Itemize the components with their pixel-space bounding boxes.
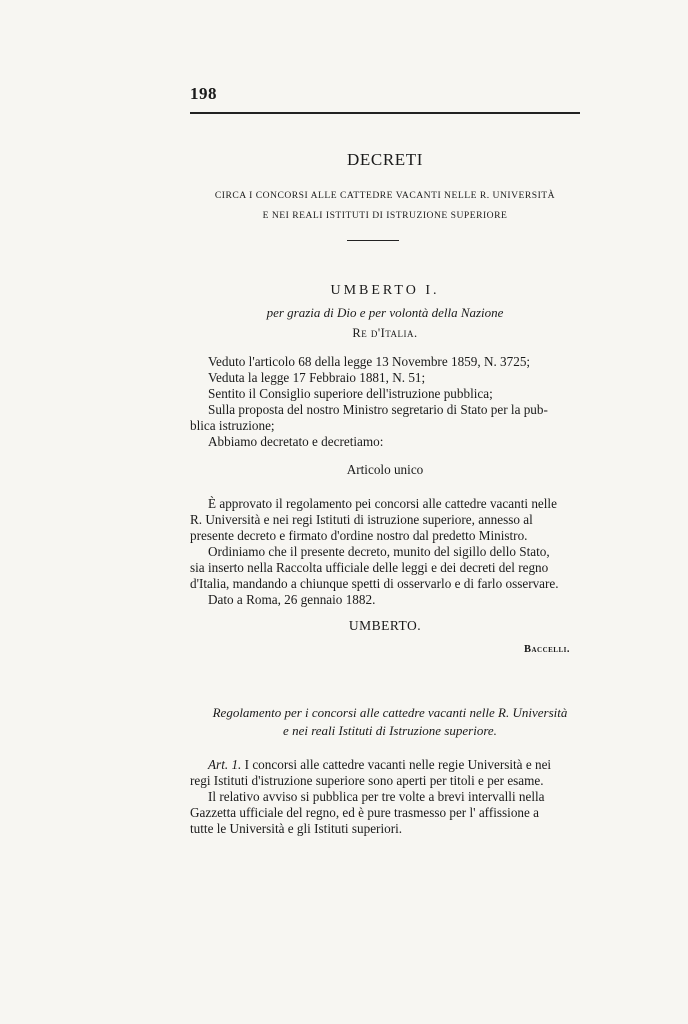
king-name: UMBERTO I. (330, 283, 440, 298)
body-line: Dato a Roma, 26 gennaio 1882. (208, 592, 376, 607)
preamble-line: Veduto l'articolo 68 della legge 13 Novembre 1859, N. 3725; (208, 354, 531, 369)
body-line: R. Università e nei regi Istituti di istruzione superiore, annesso al (190, 512, 533, 527)
section-divider (347, 240, 399, 241)
article-1-label: Art. 1. (208, 757, 242, 772)
preamble-line: Abbiamo decretato e decretiamo: (208, 434, 384, 449)
decree-subtitle-line2: E NEI REALI ISTITUTI DI ISTRUZIONE SUPERIORE (262, 210, 508, 221)
body-line: Ordiniamo che il presente decreto, munito del sigillo dello Stato, (208, 544, 550, 559)
article-1-text: I concorsi alle cattedre vacanti nelle regie Università e nei (241, 757, 552, 772)
minister-signature: Baccelli. (523, 644, 570, 655)
preamble-line: Sentito il Consiglio superiore dell'istruzione pubblica; (208, 386, 493, 401)
article-1-line: regi Istituti d'istruzione superiore sono aperti per titoli e per esame. (190, 773, 544, 788)
regolamento-title-line1: Regolamento per i concorsi alle cattedre vacanti nelle R. Università (212, 705, 568, 720)
article-1-line: Gazzetta ufficiale del regno, ed è pure trasmesso per l' affissione a (190, 805, 540, 820)
body-line: d'Italia, mandando a chiunque spetti di osservarlo e di farlo osservare. (190, 576, 559, 591)
grazia-line: per grazia di Dio e per volontà della Nazione (266, 305, 504, 320)
decree-subtitle-line1: CIRCA I CONCORSI ALLE CATTEDRE VACANTI NELLE R. UNIVERSITÀ (214, 190, 556, 201)
decree-title: DECRETI (347, 150, 423, 169)
preamble-line: blica istruzione; (190, 418, 275, 433)
article-1-line (208, 757, 551, 773)
article-1-line: tutte le Università e gli Istituti superiori. (190, 821, 403, 836)
body-line: sia inserto nella Raccolta ufficiale delle leggi e dei decreti del regno (190, 560, 549, 575)
header-rule (190, 112, 580, 114)
re-d-italia: Re d'Italia. (352, 326, 418, 340)
body-line: È approvato il regolamento pei concorsi alle cattedre vacanti nelle (208, 496, 557, 511)
king-signature: UMBERTO. (348, 618, 422, 633)
articolo-heading: Articolo unico (346, 462, 424, 477)
body-line: presente decreto e firmato d'ordine nostro dal predetto Ministro. (190, 528, 528, 543)
article-1-line: Il relativo avviso si pubblica per tre volte a brevi intervalli nella (208, 789, 545, 804)
preamble-line: Sulla proposta del nostro Ministro segretario di Stato per la pub- (208, 402, 548, 417)
page-number: 198 (190, 84, 217, 103)
regolamento-title-line2: e nei reali Istituti di Istruzione superiore. (283, 723, 497, 738)
preamble-line: Veduta la legge 17 Febbraio 1881, N. 51; (208, 370, 426, 385)
